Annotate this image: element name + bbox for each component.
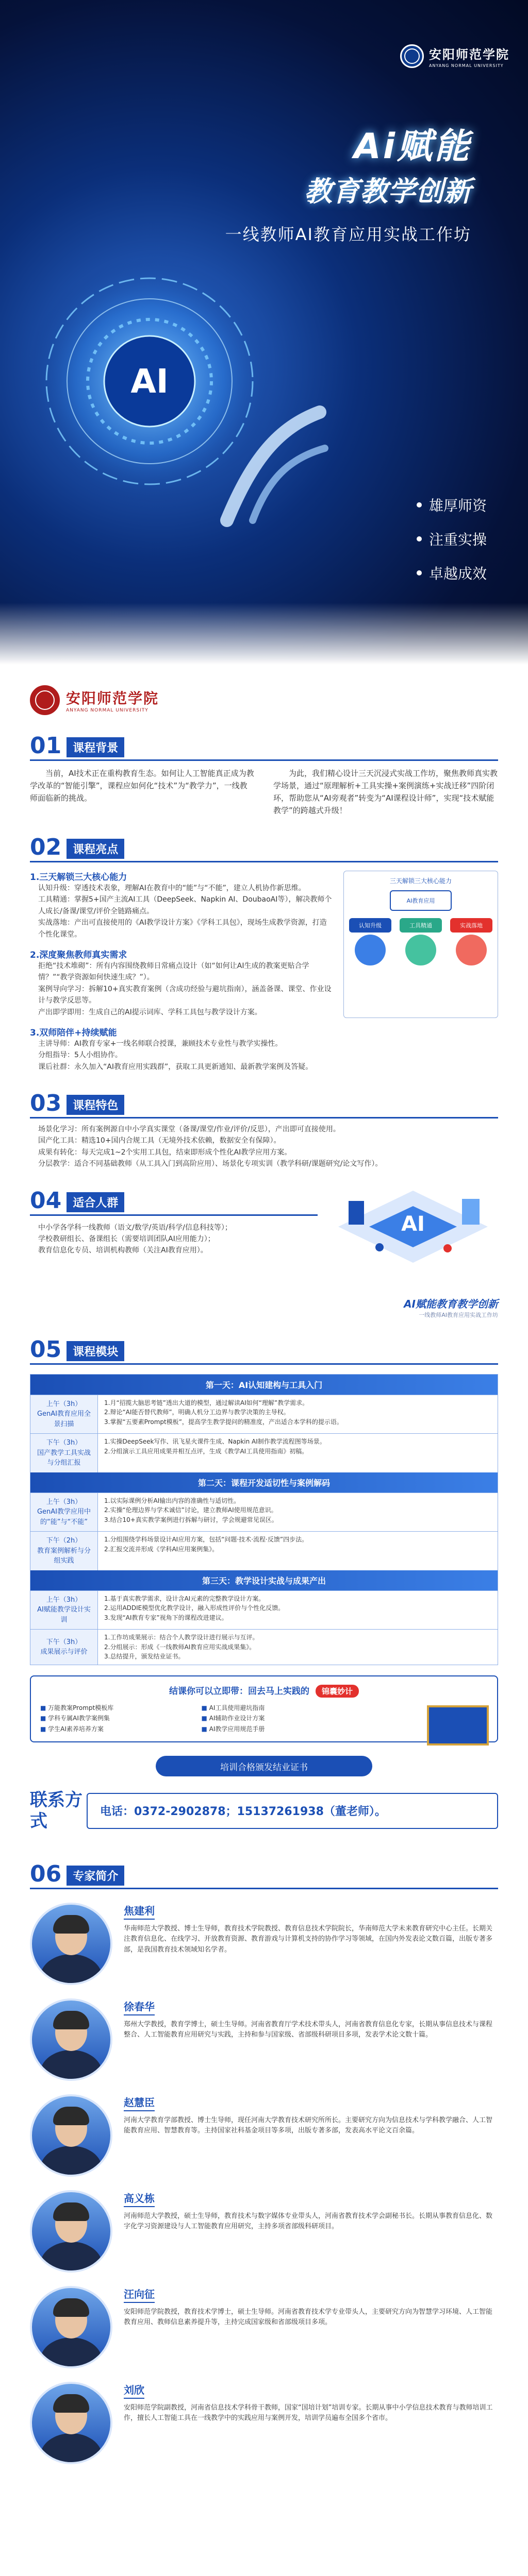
- certificate-banner: 培训合格颁发结业证书: [156, 1756, 372, 1776]
- highlight-item: 主讲导师：AI教育专家+一线名师联合授课，兼顾技术专业性与教学实操性。: [38, 1039, 283, 1048]
- svg-text:AI: AI: [401, 1212, 425, 1236]
- schedule-session-label: 上午（3h） AI赋能教学设计实训: [30, 1591, 97, 1630]
- feature-item: 场景化学习：所有案例源自中小学真实课堂（备课/课堂/作业/评价/反思），产出即可直接使用。: [38, 1125, 340, 1134]
- takeaway-item: ■ AI辅助作业设计方案: [201, 1713, 362, 1723]
- section-number: 06: [30, 1860, 62, 1887]
- hero-features: [417, 495, 487, 597]
- highlight-item: 工具精通：掌握5+国产主流AI工具（DeepSeek、Napkin AI、DoubaoAI等），解决教师个人成长/备课/课堂/评价全链路痛点。: [38, 895, 332, 916]
- diagram-title: 三天解锁三大核心能力: [389, 877, 452, 885]
- expert-card: [30, 2094, 498, 2177]
- expert-card: [30, 1903, 498, 1985]
- expert-photo: [30, 2190, 112, 2273]
- takeaway-title: 结课你可以立即带：回去马上实践的: [169, 1686, 310, 1697]
- expert-name: 刘欣: [124, 2382, 144, 2399]
- schedule-day-header: 第二天：课程开发适切性与案例解码: [30, 1472, 498, 1493]
- expert-photo: [30, 2382, 112, 2464]
- diagram-box: 实战落地: [450, 918, 492, 933]
- hero-logo: [400, 44, 509, 68]
- contact-phone: 电话：0372-2902878；15137261938（董老师）。: [87, 1793, 498, 1829]
- schedule-session-label: 下午（3h） 国产教学工具实战与分组汇报: [30, 1434, 97, 1472]
- schedule-table: [30, 1374, 498, 1665]
- schedule-item: 2.分组演示工具应用成果并相互点评，生成《教学AI工具使用指南》初稿。: [104, 1447, 308, 1455]
- schedule-item: 1.月“招揽大脑思考链”透出大道的模型，通过解读AI如何“理解”教学需求。: [104, 1399, 309, 1406]
- highlight-item: 案例导向学习：拆解10+真实教育案例（含成功经验与避坑指南），涵盖备课、课堂、作业设计与教学反思等。: [38, 985, 332, 1005]
- highlight-item: 认知升级：穿透技术表象，理解AI在教育中的“能”与“不能”，建立人机协作新思维。: [38, 884, 306, 892]
- school-name-en: ANYANG NORMAL UNIVERSITY: [66, 708, 148, 713]
- schedule-row: [30, 1433, 498, 1472]
- school-seal-icon: [400, 44, 424, 68]
- expert-name: 徐春华: [124, 1998, 155, 2015]
- highlight-item: 分组指导：5人小组协作。: [38, 1051, 122, 1060]
- highlight-item: 产出即学即用：生成自己的AI提示词库、学科工具包与教学设计方案。: [38, 1008, 262, 1016]
- highlight-item: 实战落地：产出可直接使用的《AI教学设计方案》《学科工具包》，现场生成教学资源，打造个性化课堂。: [38, 919, 327, 939]
- expert-bio: 安阳师范学院副教授，河南省信息技术学科骨干教师，国家“国培计划”培训专家。长期从事中小学信息技术教育与教师培训工作，擅长人工智能工具在一线教学中的实践应用与案例开发，培训学员遍布全国多个省市。: [124, 2403, 493, 2422]
- takeaway-tag: 锦囊妙计: [316, 1685, 359, 1698]
- schedule-row: [30, 1395, 498, 1434]
- hero-title: [225, 118, 471, 245]
- section-04-header: [30, 1187, 318, 1216]
- diagram-circle: [405, 935, 436, 965]
- schedule-item: 1.以实际课例分析AI输出内容的准确性与适切性。: [104, 1497, 240, 1504]
- section-title: 课程亮点: [67, 839, 124, 859]
- ai-hologram-illustration: [10, 242, 330, 531]
- audience-caption-sub: 一线教师AI教育应用实战工作坊: [419, 1311, 498, 1318]
- schedule-row: [30, 1590, 498, 1630]
- feature-item: 分层教学：适合不同基础教师（从工具入门到高阶应用）、场景化专项实训（教学科研/课题研究/论文写作）。: [38, 1160, 383, 1168]
- expert-card: [30, 2286, 498, 2368]
- expert-photo: [30, 2094, 112, 2177]
- hero-feature: 卓越成效: [417, 563, 487, 583]
- expert-bio: 河南大学教育学部教授、博士生导师，现任河南大学教育技术研究所所长。主要研究方向为信息技术与学科教学融合、人工智能教育应用、智慧教育等。主持国家社科基金项目等多项，出版专著多部，发表高水平论文百余篇。: [124, 2116, 493, 2135]
- takeaway-item: ■ AI教学应用规范手册: [201, 1724, 362, 1734]
- audience-item: 教育信息化专员、培训机构教师（关注AI教育应用）。: [38, 1246, 208, 1255]
- section-title: 适合人群: [67, 1192, 124, 1212]
- takeaway-item: ■ 学科专属AI教学案例集: [40, 1713, 201, 1723]
- expert-name: 焦建利: [124, 1903, 155, 1920]
- section-number: 01: [30, 733, 62, 759]
- hero-logo-en: ANYANG NORMAL UNIVERSITY: [429, 63, 504, 68]
- audience-item: 中小学各学科一线教师（语文/数学/英语/科学/信息科技等）；: [38, 1223, 232, 1232]
- takeaway-item: ■ 万能教案Prompt模板库: [40, 1703, 201, 1713]
- school-seal-icon: [30, 685, 60, 715]
- expert-name: 汪向征: [124, 2286, 155, 2303]
- feature-item: 国产化工具：精选10+国内合规工具（无境外技术依赖，数据安全有保障）。: [38, 1137, 281, 1145]
- highlight-item: 拒绝“技术堆砌”：所有内容围绕教师日常痛点设计（如“如何让AI生成的教案更贴合学情？”“教学资源如何快速生成？”）。: [38, 961, 309, 982]
- schedule-session-label: 上午（3h） GenAI教育应用全景扫描: [30, 1395, 97, 1434]
- schedule-day-header: 第一天：AI认知建构与工具入门: [30, 1375, 498, 1395]
- expert-name: 赵慧臣: [124, 2094, 155, 2111]
- schedule-item: 1.工作坊成果展示：结合个人教学设计进行展示与互评。: [104, 1634, 259, 1641]
- takeaway-item: ■ 学生AI素养培养方案: [40, 1724, 201, 1734]
- schedule-item: 1.实操DeepSeek写作、讯飞星火课件生成、Napkin AI制作教学流程图等场景。: [104, 1438, 326, 1446]
- expert-name: 高义栋: [124, 2190, 155, 2207]
- highlight-2-title: 2.深度聚焦教师真实需求: [30, 950, 127, 960]
- schedule-session-label: 上午（3h） GenAI教学应用中的“能”与“不能”: [30, 1493, 97, 1532]
- hero-feature: 注重实操: [417, 529, 487, 549]
- hero-logo-cn: 安阳师范学院: [429, 47, 509, 62]
- school-name-cn: 安阳师范学院: [66, 690, 159, 707]
- schedule-item: 1.基于真实教学需求，设计含AI元素的完整教学设计方案。: [104, 1595, 265, 1602]
- schedule-item: 2.辩论“AI能否替代教师”，明确人机分工边界与教学决策的主导权。: [104, 1409, 290, 1416]
- schedule-item: 1.分组围绕学科场景设计AI应用方案，包括“问题·技术·流程·反馈”四步法。: [104, 1536, 308, 1544]
- section-03-header: [30, 1092, 498, 1118]
- takeaway-item: ■ AI工具使用避坑指南: [201, 1703, 362, 1713]
- expert-photo: [30, 2286, 112, 2368]
- schedule-item: 2.分组展示：形成《一线教师AI教育应用实战成果集》。: [104, 1643, 256, 1651]
- contact-label: 联系方式: [30, 1790, 82, 1832]
- schedule-item: 2.实操“伦理边界与学术诚信”讨论，建立教师AI使用规范意识。: [104, 1506, 277, 1514]
- expert-bio: 安阳师范学院教授，教育技术学博士，硕士生导师。河南省教育技术学专业带头人，主要研究方向为智慧学习环境、人工智能教育应用、教师信息素养提升等，主持完成国家级和省部级项目多项。: [124, 2308, 493, 2327]
- schedule-row: [30, 1629, 498, 1665]
- schedule-session-label: 下午（2h） 教育案例解析与分组实践: [30, 1532, 97, 1570]
- diagram-box: 认知升级: [349, 918, 391, 933]
- section-number: 02: [30, 834, 62, 860]
- audience-caption: AI赋能教育教学创新: [404, 1297, 498, 1310]
- schedule-session-label: 下午（3h） 成果展示与评价: [30, 1630, 97, 1665]
- expert-bio: 华南师范大学教授、博士生导师，教育技术学院教授、教育信息技术学院院长，华南师范大学未来教育研究中心主任。长期关注教育信息化、在线学习、开放教育资源、教育游戏与计算机支持的协作学习等领域，在国内外发表论文数百篇，出版专著多部，是我国教育技术领域知名学者。: [124, 1924, 493, 1954]
- highlight-3-title: 3.双师陪伴+持续赋能: [30, 1027, 117, 1038]
- section-05-header: [30, 1338, 498, 1365]
- hero-title-line3: 一线教师AI教育应用实战工作坊: [225, 225, 471, 244]
- section-title: 专家简介: [67, 1866, 124, 1886]
- expert-card: [30, 1998, 498, 2081]
- core-ability-diagram: [343, 871, 498, 1018]
- section-title: 课程模块: [67, 1341, 124, 1361]
- schedule-item: 3.发现“AI教育专家”视角下的课程改进建议。: [104, 1614, 228, 1621]
- schedule-item: 2.运用ADDIE模型优化教学设计，融入形成性评价与个性化反馈。: [104, 1604, 285, 1612]
- expert-bio: 河南师范大学教授，硕士生导师，教育技术与数字媒体专业带头人，河南省教育技术学会副秘书长。长期从事教育信息化、数字化学习资源建设与人工智能教育应用研究，主持多项省部级科研项目。: [124, 2212, 493, 2231]
- audience-item: 学校教研组长、备课组长（需要培训团队AI应用能力）；: [38, 1235, 215, 1244]
- expert-card: [30, 2190, 498, 2273]
- hero-center-ai-text: AI: [130, 363, 169, 401]
- section-number: 04: [30, 1187, 62, 1214]
- takeaway-box: [30, 1675, 498, 1742]
- background-paragraph-2: 为此，我们精心设计三天沉浸式实战工作坊，聚焦教师真实教学场景，通过“原理解析+工具实操+案例演练+实战迁移”四阶闭环，帮助您从“AI旁观者”转变为“AI课程设计师”，实现“技术赋能教学”的跨越式升级！: [273, 769, 498, 815]
- section-02-header: [30, 836, 498, 862]
- expert-bio: 郑州大学教授，教育学博士，硕士生导师。河南省教育厅学术技术带头人，河南省教育信息化专家，长期从事信息技术与课程整合、人工智能教育应用研究与实践，主持和参与国家级、省部级科研项目多项，发表学术论文数十篇。: [124, 2020, 493, 2039]
- highlight-item: 课后社群：永久加入“AI教育应用实践群”，获取工具更新通知、最新教学案例及答疑。: [38, 1062, 313, 1071]
- schedule-item: 2.汇报交流并形成《学科AI应用案例集》。: [104, 1545, 219, 1553]
- expert-list: [30, 1903, 498, 2464]
- school-header: [30, 685, 498, 715]
- section-06-header: [30, 1860, 498, 1889]
- schedule-item: 3.总结提升，颁发结业证书。: [104, 1653, 185, 1660]
- schedule-day-header: 第三天：教学设计实战与成果产出: [30, 1570, 498, 1590]
- ai-isometric-illustration: [328, 1170, 498, 1294]
- hero-title-line2: 教育教学创新: [304, 175, 471, 208]
- highlight-1-title: 1.三天解锁三大核心能力: [30, 872, 127, 883]
- expert-card: [30, 2382, 498, 2464]
- diagram-box: 工具精通: [400, 918, 442, 933]
- hero-title-line1: Ai赋能: [354, 126, 471, 167]
- section-title: 课程背景: [67, 737, 124, 757]
- contact-block: [30, 1790, 498, 1832]
- section-title: 课程特色: [67, 1095, 124, 1115]
- hero-feature: 雄厚师资: [417, 495, 487, 515]
- feature-item: 成果有转化：每天完成1~2个实用工具包，结束即形成个性化AI教学应用方案。: [38, 1148, 292, 1157]
- section-01-header: [30, 735, 498, 761]
- diagram-core: AI教育应用: [390, 890, 452, 911]
- diagram-circle: [355, 935, 386, 965]
- schedule-item: 3.结合10+真实教学案例进行拆解与研讨，学会规避常见误区。: [104, 1516, 278, 1523]
- section-number: 05: [30, 1336, 62, 1363]
- hero-banner: [0, 0, 528, 665]
- schedule-row: [30, 1493, 498, 1532]
- schedule-row: [30, 1531, 498, 1570]
- certificate-image: [427, 1705, 489, 1745]
- expert-photo: [30, 1903, 112, 1985]
- diagram-circle: [456, 935, 487, 965]
- expert-photo: [30, 1998, 112, 2081]
- background-paragraph-1: 当前，AI技术正在重构教育生态。如何让人工智能真正成为教学改革的“智能引擎”，课程应如何化“技术”为“教学力”，一线教师面临新的挑战。: [30, 769, 254, 803]
- section-number: 03: [30, 1090, 62, 1117]
- schedule-item: 3.掌握“五要素Prompt模板”，提高学生教学提问的精准度，产出适合本学科的提示语。: [104, 1418, 343, 1426]
